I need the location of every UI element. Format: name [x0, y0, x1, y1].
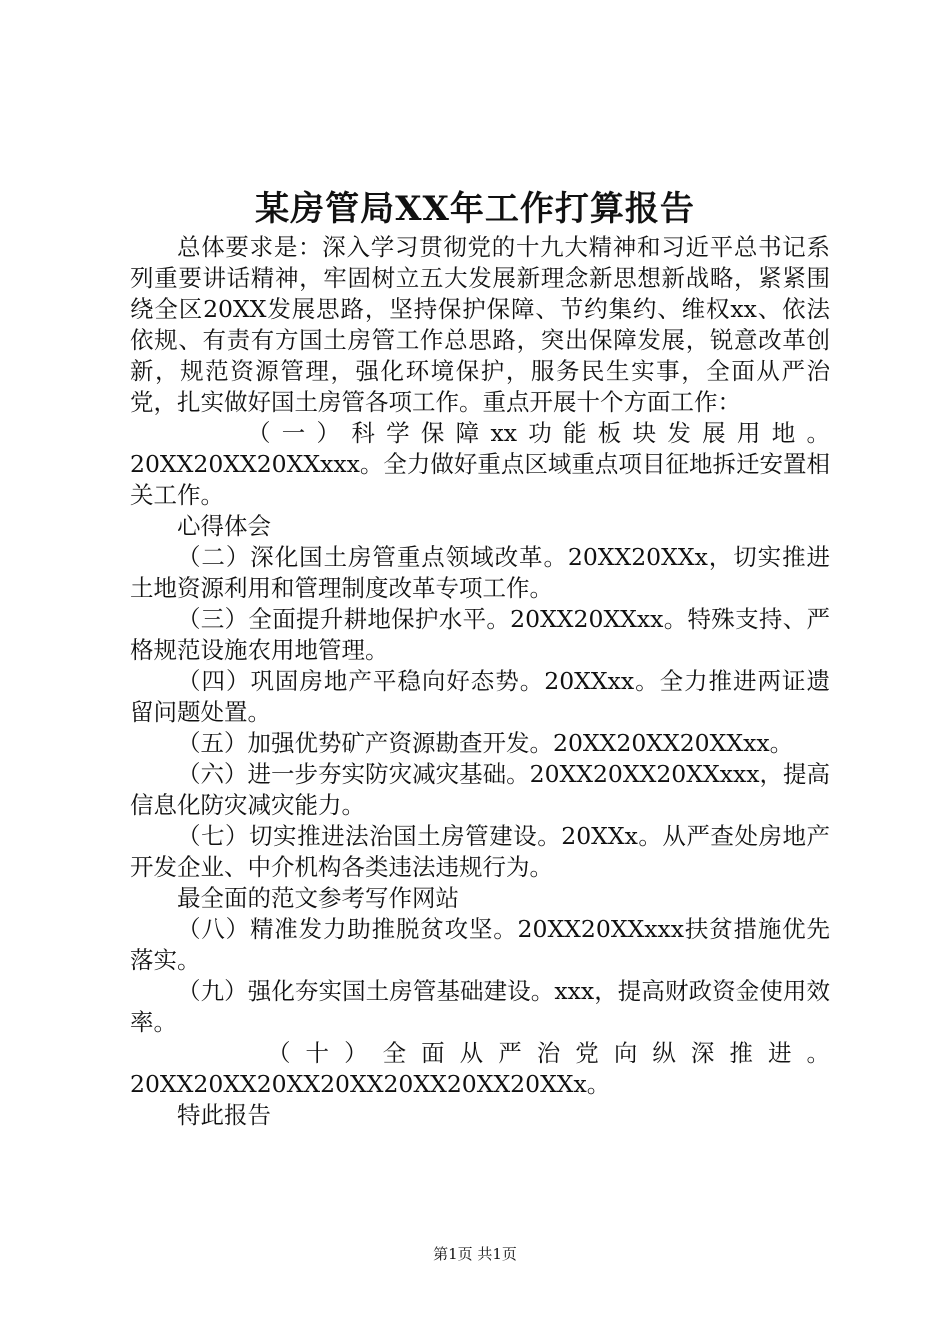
- paragraph-item-7: （七）切实推进法治国土房管建设。20XXx。从严查处房地产开发企业、中介机构各类违法违规行为。: [130, 822, 830, 881]
- paragraph-item-10-content: 20XX20XX20XX20XX20XX20XX20XXx。: [130, 1070, 611, 1098]
- document-title: 某房管局XX年工作打算报告: [255, 189, 695, 229]
- paragraph-item-2: （二）深化国土房管重点领域改革。20XX20XXx，切实推进土地资源利用和管理制度改革专项工作。: [130, 543, 830, 602]
- paragraph-item-1-heading: （一）科学保障xx功能板块发展用地。: [247, 419, 830, 447]
- paragraph-item-8: （八）精准发力助推脱贫攻坚。20XX20XXxxx扶贫措施优先落实。: [130, 915, 830, 974]
- paragraph-item-6: （六）进一步夯实防灾减灾基础。20XX20XX20XXxxx，提高信息化防灾减灾能力。: [130, 760, 830, 819]
- paragraph-item-10-heading: （十）全面从严治党向纵深推进。: [267, 1039, 830, 1067]
- paragraph-item-3: （三）全面提升耕地保护水平。20XX20XXxx。特殊支持、严格规范设施农用地管理。: [130, 605, 830, 664]
- paragraph-item-9: （九）强化夯实国土房管基础建设。xxx，提高财政资金使用效率。: [130, 977, 830, 1036]
- paragraph-closing: 特此报告: [177, 1101, 271, 1129]
- paragraph-overview: 总体要求是：深入学习贯彻党的十九大精神和习近平总书记系列重要讲话精神，牢固树立五大发展新理念新思想新战略，紧紧围绕全区20XX发展思路，坚持保护保障、节约集约、维权xx、依法依规、有责有方国土房管工作总思路，突出保障发展，锐意改革创新，规范资源管理，强化环境保护，服务民生实事，全面从严治党，扎实做好国土房管各项工作。重点开展十个方面工作：: [130, 233, 830, 416]
- paragraph-item-5: （五）加强优势矿产资源勘查开发。20XX20XX20XXxx。: [177, 729, 794, 757]
- page-number-footer: 第1页 共1页: [433, 1245, 517, 1263]
- paragraph-note-experience: 心得体会: [177, 512, 271, 540]
- paragraph-item-4: （四）巩固房地产平稳向好态势。20XXxx。全力推进两证遗留问题处置。: [130, 667, 830, 726]
- document-body: [130, 232, 830, 1131]
- paragraph-note-website: 最全面的范文参考写作网站: [177, 884, 459, 912]
- paragraph-item-1-content: 20XX20XX20XXxxx。全力做好重点区域重点项目征地拆迁安置相关工作。: [130, 450, 830, 509]
